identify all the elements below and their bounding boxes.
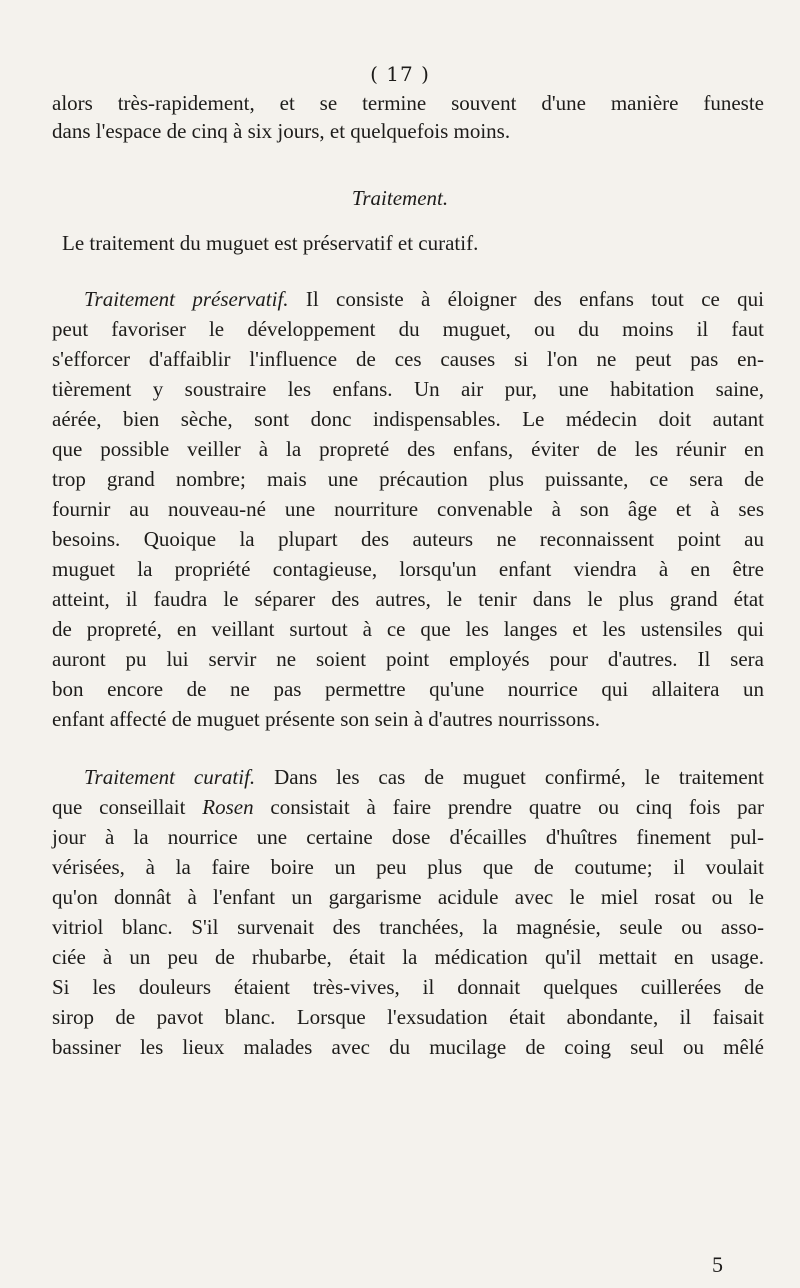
author-name: Rosen bbox=[202, 795, 254, 819]
paragraph-first-line bbox=[84, 764, 764, 790]
text-line: de propreté, en veillant surtout à ce que les langes et les ustensiles qui bbox=[52, 617, 764, 641]
signature-mark: 5 bbox=[712, 1252, 723, 1277]
text-line: fournir au nouveau-né une nourriture convenable à son âge et à ses bbox=[52, 497, 764, 521]
text-line: vérisées, à la faire boire un peu plus que de coutume; il voulait bbox=[52, 855, 764, 879]
text-line: bassiner les lieux malades avec du mucilage de coing seul ou mêlé bbox=[52, 1035, 764, 1059]
text-line: aérée, bien sèche, sont donc indispensables. Le médecin doit autant bbox=[52, 407, 764, 431]
text-fragment: Il consiste à éloigner des enfans tout ce qui bbox=[288, 287, 764, 311]
text-line: muguet la propriété contagieuse, lorsqu'un enfant viendra à en être bbox=[52, 557, 764, 581]
text-fragment: que conseillait bbox=[52, 795, 203, 819]
text-line: qu'on donnât à l'enfant un gargarisme acidule avec le miel rosat ou le bbox=[52, 885, 764, 909]
text-line: trop grand nombre; mais une précaution plus puissante, ce sera de bbox=[52, 467, 764, 491]
text-line: s'efforcer d'affaiblir l'influence de ces causes si l'on ne peut pas en- bbox=[52, 347, 764, 371]
page-number: ( 17 ) bbox=[370, 62, 430, 86]
paragraph-first-line bbox=[84, 286, 764, 312]
text-fragment: Dans les cas de muguet confirmé, le traitement bbox=[255, 765, 764, 789]
section-heading: Traitement. bbox=[351, 186, 449, 210]
section-title-curatif: Traitement curatif. bbox=[84, 765, 256, 789]
text-line: sirop de pavot blanc. Lorsque l'exsudation était abondante, il faisait bbox=[52, 1005, 764, 1029]
text-line: besoins. Quoique la plupart des auteurs ne reconnaissent point au bbox=[52, 527, 764, 551]
text-line: alors très-rapidement, et se termine souvent d'une manière funeste bbox=[52, 91, 764, 115]
text-line: jour à la nourrice une certaine dose d'écailles d'huîtres finement pul- bbox=[52, 825, 764, 849]
text-line: peut favoriser le développement du muguet, ou du moins il faut bbox=[52, 317, 764, 341]
text-line: Si les douleurs étaient très-vives, il donnait quelques cuillerées de bbox=[52, 975, 764, 999]
text-line: enfant affecté de muguet présente son sein à d'autres nourrissons. bbox=[52, 707, 601, 731]
text-line: dans l'espace de cinq à six jours, et quelquefois moins. bbox=[52, 119, 511, 143]
text-line: bon encore de ne pas permettre qu'une nourrice qui allaitera un bbox=[52, 677, 764, 701]
intro-line: Le traitement du muguet est préservatif et curatif. bbox=[62, 231, 479, 255]
text-line: ciée à un peu de rhubarbe, était la médication qu'il mettait en usage. bbox=[52, 945, 764, 969]
text-line: tièrement y soustraire les enfans. Un air pur, une habitation saine, bbox=[52, 377, 764, 401]
text-line: auront pu lui servir ne soient point employés pour d'autres. Il sera bbox=[52, 647, 764, 671]
text-line bbox=[52, 794, 764, 820]
section-title-preservatif: Traitement préservatif. bbox=[84, 287, 289, 311]
text-line: que possible veiller à la propreté des enfans, éviter de les réunir en bbox=[52, 437, 764, 461]
text-fragment: consistait à faire prendre quatre ou cinq fois par bbox=[253, 795, 764, 819]
text-line: atteint, il faudra le séparer des autres, le tenir dans le plus grand état bbox=[52, 587, 764, 611]
text-line: vitriol blanc. S'il survenait des tranchées, la magnésie, seule ou asso- bbox=[52, 915, 764, 939]
